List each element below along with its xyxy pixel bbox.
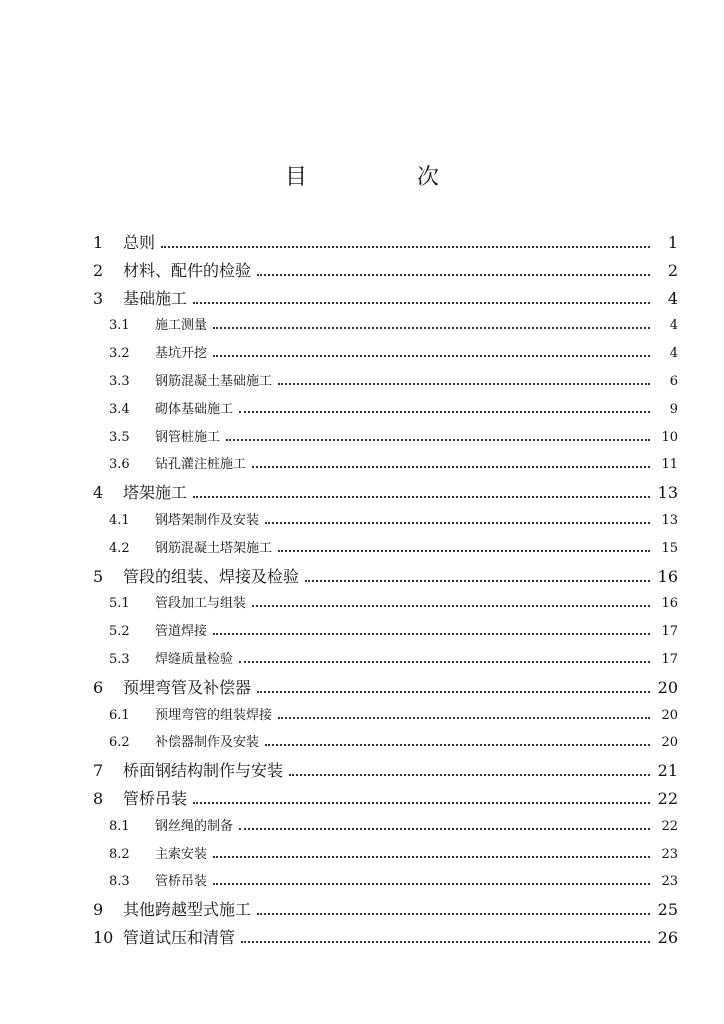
toc-entry-page-number: 11 — [661, 457, 678, 473]
dot-leader — [305, 580, 650, 582]
dot-leader — [265, 744, 650, 746]
toc-entry-number: 3 — [93, 288, 104, 308]
toc-entry[interactable] — [109, 813, 678, 841]
toc-entry-number: 6.1 — [109, 707, 130, 723]
toc-entry-title: 基坑开挖 — [155, 346, 208, 362]
dot-leader — [213, 883, 650, 885]
toc-entry-number: 9 — [93, 900, 104, 920]
toc-entry-title: 管段加工与组装 — [155, 596, 247, 612]
toc-entry-number: 8.1 — [109, 818, 130, 834]
toc-entry[interactable] — [109, 868, 678, 896]
dot-leader — [239, 661, 650, 663]
toc-entry-number: 1 — [93, 233, 104, 252]
toc-entry[interactable] — [109, 340, 678, 368]
dot-leader — [278, 550, 650, 552]
toc-entry-title: 预埋弯管及补偿器 — [123, 677, 252, 697]
toc-entry-page-number: 20 — [661, 707, 678, 723]
toc-entry-page-number: 4 — [669, 346, 678, 362]
toc-entry-page-number: 22 — [657, 789, 678, 808]
toc-entry-title: 钢筋混凝土基础施工 — [155, 374, 273, 389]
toc-entry-page-number: 13 — [657, 483, 678, 503]
toc-entry-page-number: 21 — [657, 761, 678, 781]
toc-entry-title: 焊缝质量检验 — [155, 652, 234, 667]
dot-leader — [278, 717, 650, 719]
toc-entry-number: 5.2 — [109, 624, 130, 640]
dot-leader — [213, 327, 650, 329]
dot-leader — [265, 522, 650, 524]
toc-entry[interactable] — [109, 729, 678, 757]
dot-leader — [252, 466, 650, 468]
toc-entry-title: 钢丝绳的制备 — [155, 818, 234, 834]
toc-entry[interactable] — [93, 257, 678, 285]
toc-entry-title: 桥面钢结构制作与安装 — [123, 761, 284, 781]
toc-entry-title: 施工测量 — [155, 318, 208, 334]
toc-entry[interactable] — [109, 312, 678, 340]
dot-leader — [213, 355, 650, 357]
toc-entry[interactable] — [109, 424, 678, 452]
toc-entry-number: 5.1 — [109, 596, 130, 612]
toc-entry-number: 2 — [93, 260, 104, 280]
toc-entry-page-number: 10 — [661, 429, 678, 445]
page-title: 目 次 — [284, 165, 483, 190]
toc-entry[interactable] — [109, 368, 678, 396]
toc-entry-number: 4.2 — [109, 540, 130, 556]
toc-entry[interactable] — [93, 757, 678, 785]
toc-entry-title: 钻孔灌注桩施工 — [155, 457, 247, 473]
dot-leader — [257, 274, 650, 276]
toc-entry-number: 7 — [93, 761, 104, 781]
toc-entry-number: 3.2 — [109, 346, 130, 362]
toc-entry-page-number: 17 — [661, 652, 678, 667]
toc-entry[interactable] — [109, 618, 678, 646]
dot-leader — [193, 302, 650, 304]
toc-entry-title: 管段的组装、焊接及检验 — [123, 566, 300, 586]
toc-entry-title: 钢塔架制作及安装 — [155, 513, 260, 528]
dot-leader — [239, 828, 650, 830]
toc-entry[interactable] — [109, 451, 678, 479]
toc-entry-number: 8.2 — [109, 846, 130, 862]
toc-entry-number: 5.3 — [109, 652, 130, 667]
toc-entry-page-number: 20 — [661, 735, 678, 751]
toc-entry-number: 6.2 — [109, 735, 130, 751]
dot-leader — [193, 802, 650, 804]
dot-leader — [213, 856, 650, 858]
dot-leader — [161, 246, 650, 248]
dot-leader — [193, 496, 650, 498]
toc-entry-page-number: 22 — [661, 818, 678, 834]
toc-entry-page-number: 6 — [669, 374, 678, 389]
toc-entry-title: 砌体基础施工 — [155, 401, 234, 417]
dot-leader — [257, 691, 650, 693]
toc-entry-title: 基础施工 — [123, 288, 188, 308]
toc-entry-title: 管道试压和清管 — [123, 928, 236, 947]
toc-entry-page-number: 1 — [667, 233, 678, 252]
toc-entry-number: 3.1 — [109, 318, 130, 334]
toc-entry-page-number: 26 — [657, 928, 678, 947]
toc-entry[interactable] — [109, 396, 678, 424]
toc-entry-number: 3.4 — [109, 401, 130, 417]
toc-entry-page-number: 4 — [667, 288, 678, 308]
toc-entry-number: 6 — [93, 677, 104, 697]
toc-entry-title: 总则 — [123, 233, 156, 252]
toc-entry-number: 4 — [93, 483, 104, 503]
toc-entry-number: 4.1 — [109, 513, 130, 528]
toc-entry[interactable] — [93, 674, 678, 702]
toc-entry-title: 管道焊接 — [155, 624, 208, 640]
toc-entry-page-number: 9 — [669, 401, 678, 417]
toc-entry-page-number: 4 — [669, 318, 678, 334]
dot-leader — [289, 774, 650, 776]
toc-entry-page-number: 16 — [657, 566, 678, 586]
toc-entry-page-number: 15 — [661, 540, 678, 556]
toc-entry-title: 塔架施工 — [123, 483, 188, 503]
toc-entry[interactable] — [93, 924, 678, 952]
dot-leader — [278, 383, 650, 385]
toc-entry-title: 主索安装 — [155, 846, 208, 862]
toc-entry[interactable] — [93, 785, 678, 813]
dot-leader — [252, 605, 650, 607]
toc-entry-title: 管桥吊装 — [123, 789, 188, 808]
toc-entry-number: 3.6 — [109, 457, 130, 473]
toc-entry[interactable] — [109, 646, 678, 674]
toc-entry-page-number: 25 — [657, 900, 678, 920]
toc-entry-page-number: 23 — [661, 874, 678, 890]
toc-entry[interactable] — [93, 285, 678, 313]
toc-entry[interactable] — [109, 590, 678, 618]
toc-entry-number: 8.3 — [109, 874, 130, 890]
toc-entry-number: 8 — [93, 789, 104, 808]
toc-entry-title: 补偿器制作及安装 — [155, 735, 260, 751]
dot-leader — [241, 941, 650, 943]
toc-entry-page-number: 23 — [661, 846, 678, 862]
toc-entry[interactable] — [93, 229, 678, 257]
toc-entry-page-number: 2 — [667, 260, 678, 280]
toc-entry[interactable] — [109, 841, 678, 869]
toc-entry-page-number: 17 — [661, 624, 678, 640]
toc-entry-title: 钢筋混凝土塔架施工 — [155, 540, 273, 556]
toc-entry-page-number: 20 — [657, 677, 678, 697]
dot-leader — [213, 633, 650, 635]
dot-leader — [257, 913, 650, 915]
toc-entry-page-number: 13 — [661, 513, 678, 528]
toc-entry-title: 管桥吊装 — [155, 874, 208, 890]
toc-entry-title: 材料、配件的检验 — [123, 260, 252, 280]
toc-entry-title: 钢管桩施工 — [155, 429, 221, 445]
toc-entry[interactable] — [109, 702, 678, 730]
toc-entry-number: 10 — [93, 928, 114, 947]
toc-entry[interactable] — [93, 479, 678, 507]
toc-entry[interactable] — [93, 563, 678, 591]
toc-entry-title: 预埋弯管的组装焊接 — [155, 707, 273, 723]
toc-entry[interactable] — [109, 507, 678, 535]
dot-leader — [226, 439, 650, 441]
dot-leader — [239, 411, 650, 413]
toc-entry-page-number: 16 — [661, 596, 678, 612]
toc-entry[interactable] — [109, 535, 678, 563]
toc-entry-number: 3.5 — [109, 429, 130, 445]
toc-entry-number: 3.3 — [109, 374, 130, 389]
toc-entry-number: 5 — [93, 566, 104, 586]
toc-entry-title: 其他跨越型式施工 — [123, 900, 252, 920]
toc-entry[interactable] — [93, 896, 678, 924]
